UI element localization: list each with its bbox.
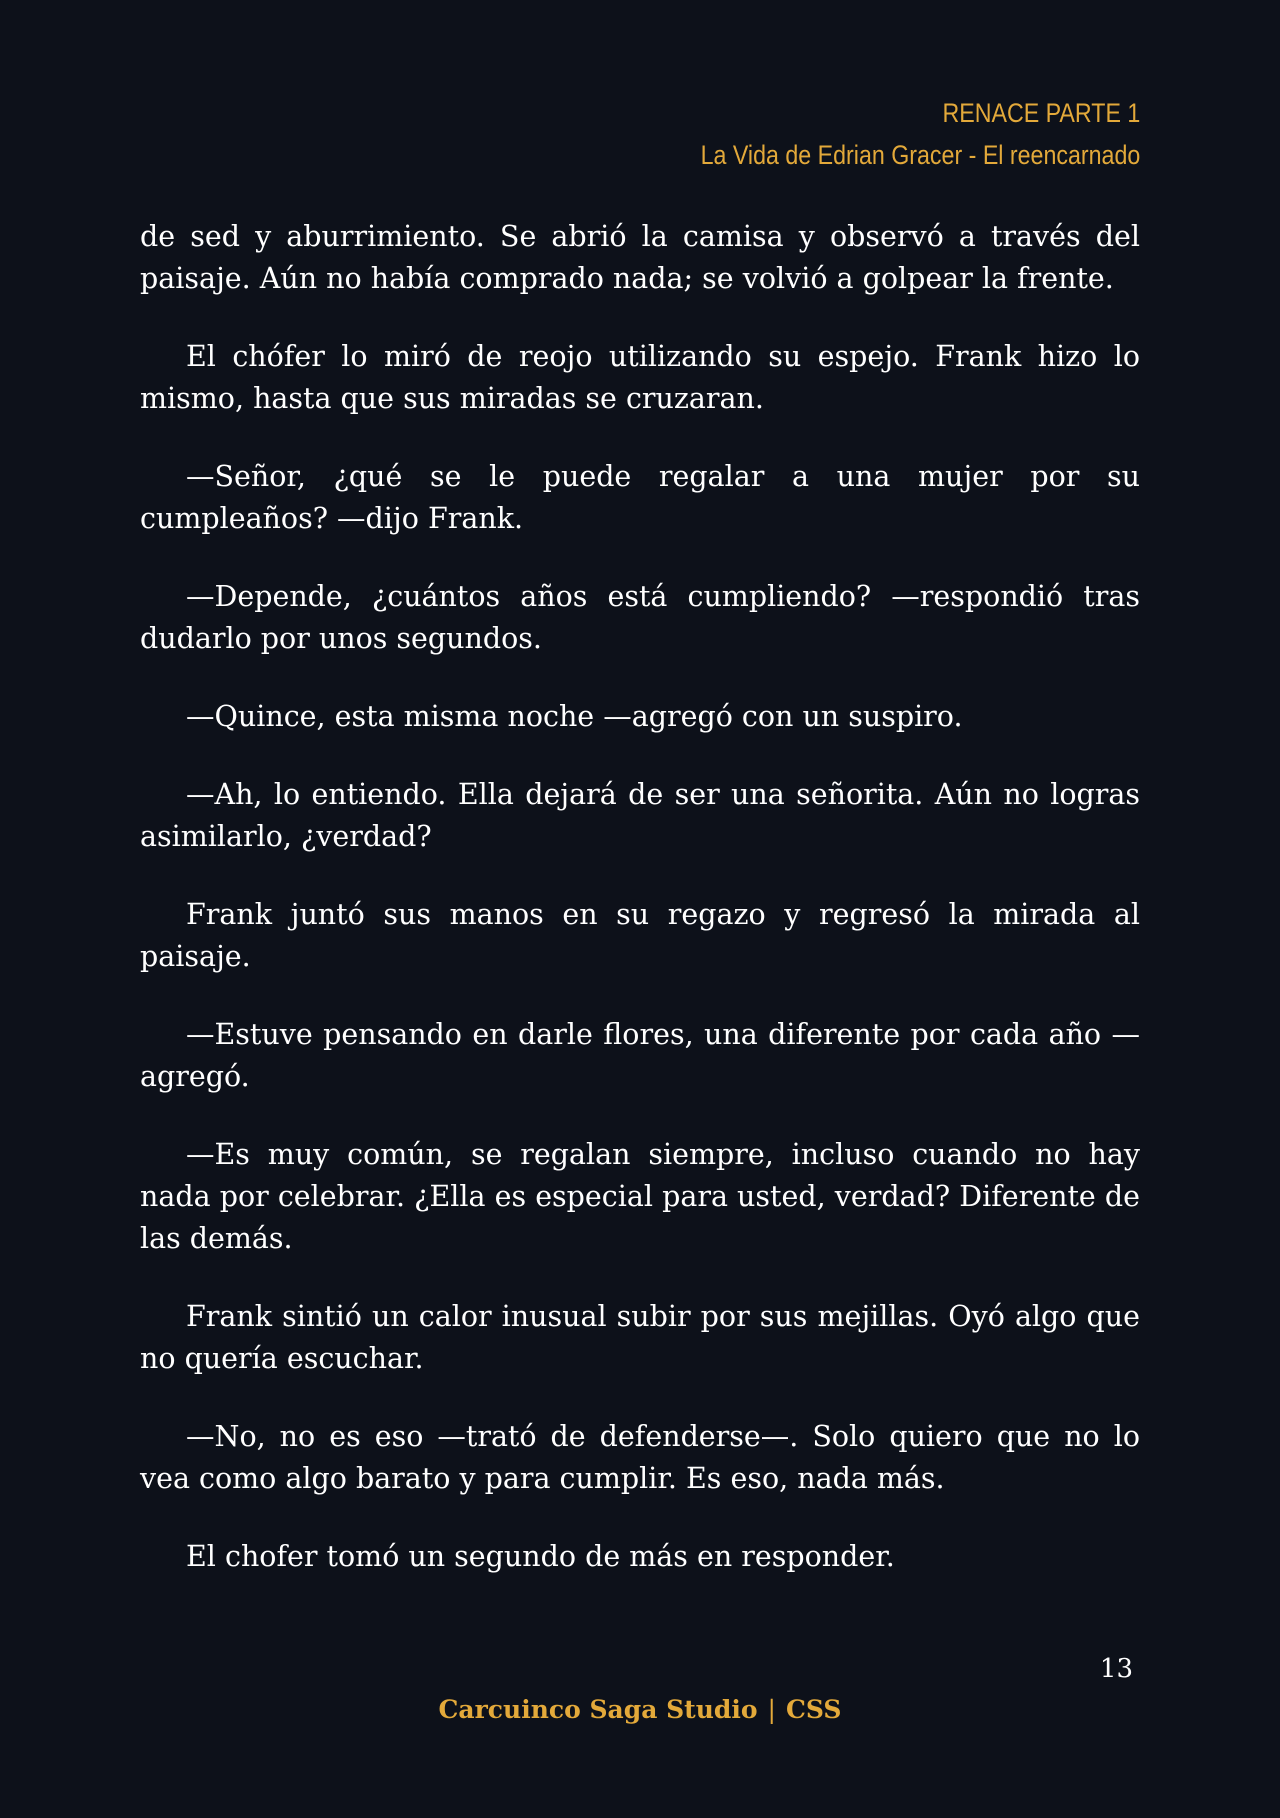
- paragraph: Frank sintió un calor inusual subir por sus mejillas. Oyó algo que no quería escuchar.: [140, 1300, 1140, 1375]
- paragraph: de sed y aburrimiento. Se abrió la camisa y observó a través del paisaje. Aún no había comprado nada; se volvió a golpear la frente.: [140, 220, 1140, 295]
- paragraph: —Ah, lo entiendo. Ella dejará de ser una señorita. Aún no logras asimilarlo, ¿verdad?: [140, 778, 1140, 853]
- paragraph: —Depende, ¿cuántos años está cumpliendo? —respondió tras dudarlo por unos segundos.: [140, 580, 1140, 655]
- page-number: 13: [1099, 1654, 1133, 1684]
- paragraph: —Es muy común, se regalan siempre, incluso cuando no hay nada por celebrar. ¿Ella es especial para usted, verdad? Diferente de las demás.: [140, 1138, 1140, 1255]
- footer-code: CSS: [785, 1695, 842, 1724]
- book-title: RENACE PARTE 1: [942, 98, 1140, 128]
- paragraph: —Señor, ¿qué se le puede regalar a una mujer por su cumpleaños? —dijo Frank.: [140, 460, 1140, 535]
- paragraph: —No, no es eso —trató de defenderse—. Solo quiero que no lo vea como algo barato y para cumplir. Es eso, nada más.: [140, 1420, 1140, 1495]
- paragraph: El chófer lo miró de reojo utilizando su espejo. Frank hizo lo mismo, hasta que sus miradas se cruzaran.: [140, 340, 1140, 415]
- footer: [0, 1692, 1280, 1728]
- book-subtitle: La Vida de Edrian Gracer - El reencarnado: [700, 140, 1140, 170]
- body-text: [140, 216, 1140, 1614]
- footer-separator: |: [767, 1695, 776, 1724]
- paragraph: —Estuve pensando en darle flores, una diferente por cada año —agregó.: [140, 1018, 1140, 1093]
- footer-studio: Carcuinco Saga Studio: [438, 1695, 758, 1724]
- paragraph: Frank juntó sus manos en su regazo y regresó la mirada al paisaje.: [140, 898, 1140, 973]
- paragraph: El chofer tomó un segundo de más en responder.: [186, 1540, 895, 1573]
- running-header: [700, 92, 1140, 176]
- paragraph: —Quince, esta misma noche —agregó con un suspiro.: [186, 700, 963, 733]
